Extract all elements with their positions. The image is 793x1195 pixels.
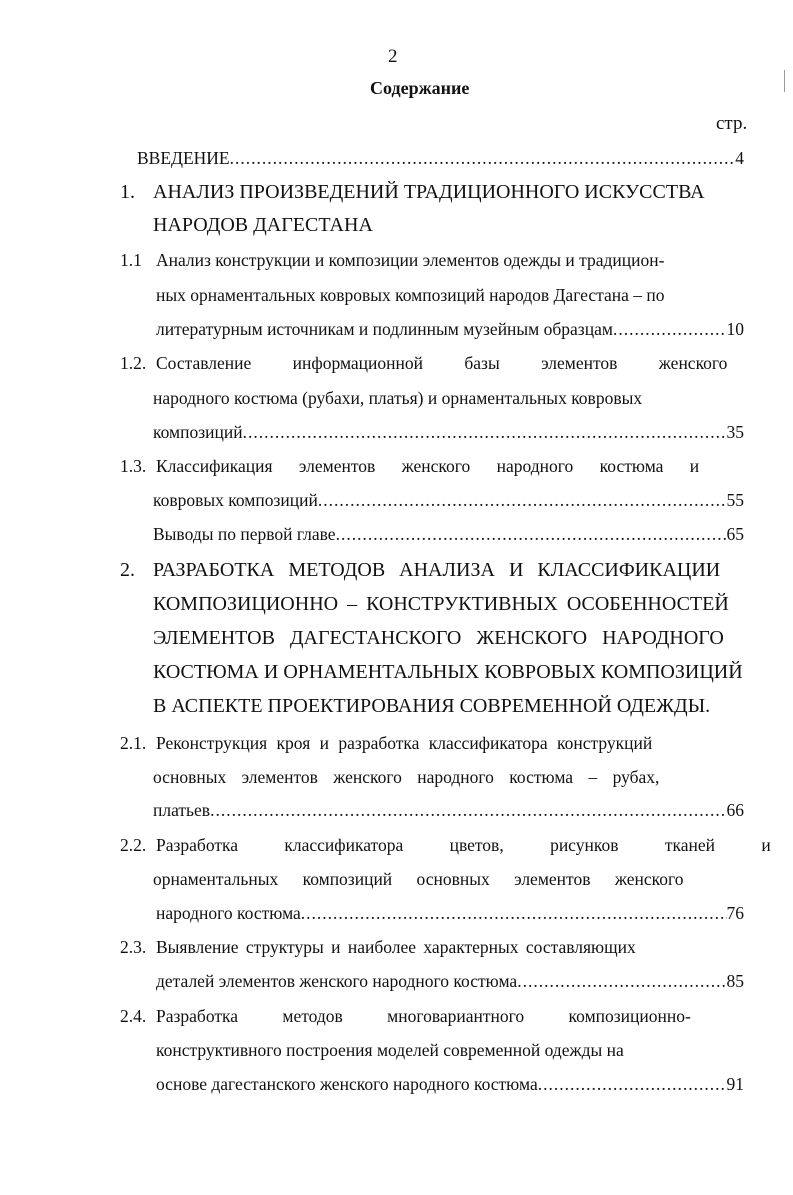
toc-leader-line	[156, 971, 744, 991]
toc-leader-line	[153, 490, 744, 510]
toc-entry-label: ВВЕДЕНИЕ	[137, 148, 230, 168]
page-column-header: стр.	[716, 113, 748, 134]
dot-leader	[230, 148, 736, 168]
section-title-line: Составление информационной базы элементов женского	[156, 353, 728, 373]
toc-entry-page: 85	[726, 971, 744, 991]
toc-leader-line	[153, 800, 744, 820]
toc-leader-line	[156, 903, 744, 923]
dot-leader	[538, 1074, 727, 1094]
section-title-line: деталей элементов женского народного костюма	[156, 971, 518, 991]
chapter-title-line: ЭЛЕМЕНТОВ ДАГЕСТАНСКОГО ЖЕНСКОГО НАРОДНОГО	[153, 627, 724, 649]
dot-leader	[318, 490, 727, 510]
dot-leader	[210, 800, 726, 820]
section-title-line: Выявление структуры и наиболее характерных составляющих	[156, 937, 636, 957]
section-number: 2.2.	[120, 835, 147, 855]
section-title-line: Разработка классификатора цветов, рисунков тканей и	[156, 835, 771, 855]
toc-entry-page: 10	[726, 319, 744, 339]
toc-entry-introduction	[137, 148, 744, 168]
toc-leader-line	[153, 422, 744, 442]
toc-entry-page: 91	[726, 1074, 744, 1094]
chapter-title-line: КОСТЮМА И ОРНАМЕНТАЛЬНЫХ КОВРОВЫХ КОМПОЗИЦИЙ	[153, 661, 743, 683]
section-title-line: композиций	[153, 422, 243, 442]
chapter-title-line: НАРОДОВ ДАГЕСТАНА	[153, 214, 373, 236]
dot-leader	[243, 422, 727, 442]
dot-leader	[517, 971, 726, 991]
toc-entry-page: 35	[726, 422, 744, 442]
section-title-line: ковровых композиций	[153, 490, 318, 510]
section-title-line: Классификация элементов женского народного костюма и	[156, 456, 700, 476]
dot-leader	[613, 319, 727, 339]
toc-leader-line	[156, 319, 744, 339]
chapter-number: 1.	[120, 181, 135, 203]
toc-entry-conclusions	[153, 524, 744, 544]
section-title-line: народного костюма (рубахи, платья) и орнаментальных ковровых	[153, 388, 643, 408]
section-title-line: народного костюма	[156, 903, 301, 923]
scan-mark	[784, 70, 785, 92]
section-title-line: орнаментальных композиций основных элементов женского	[153, 869, 684, 889]
section-title-line: ных орнаментальных ковровых композиций народов Дагестана – по	[156, 285, 665, 305]
section-title-line: платьев	[153, 800, 211, 820]
toc-entry-page: 76	[726, 903, 744, 923]
section-number: 1.1	[120, 250, 142, 270]
section-title-line: Анализ конструкции и композиции элементов одежды и традицион-	[156, 250, 665, 270]
toc-entry-page: 55	[726, 490, 744, 510]
chapter-number: 2.	[120, 559, 135, 581]
section-title-line: конструктивного построения моделей современной одежды на	[156, 1040, 624, 1060]
section-number: 2.1.	[120, 733, 147, 753]
section-title-line: Реконструкция кроя и разработка классификатора конструкций	[156, 733, 653, 753]
toc-entry-label: Выводы по первой главе	[153, 524, 336, 544]
chapter-title-line: КОМПОЗИЦИОННО – КОНСТРУКТИВНЫХ ОСОБЕННОСТЕЙ	[153, 593, 729, 615]
section-number: 2.3.	[120, 937, 147, 957]
section-number: 1.3.	[120, 456, 147, 476]
section-number: 2.4.	[120, 1006, 147, 1026]
toc-entry-page: 66	[726, 800, 744, 820]
toc-entry-page: 4	[735, 148, 744, 168]
toc-entry-page: 65	[726, 524, 744, 544]
page-title: Содержание	[370, 78, 470, 98]
dot-leader	[301, 903, 727, 923]
chapter-title-line: РАЗРАБОТКА МЕТОДОВ АНАЛИЗА И КЛАССИФИКАЦИИ	[153, 559, 721, 581]
section-title-line: Разработка методов многовариантного композиционно-	[156, 1006, 691, 1026]
dot-leader	[336, 524, 727, 544]
section-title-line: литературным источникам и подлинным музейным образцам	[156, 319, 613, 339]
page-number: 2	[388, 46, 398, 67]
chapter-title-line: АНАЛИЗ ПРОИЗВЕДЕНИЙ ТРАДИЦИОННОГО ИСКУССТВА	[153, 181, 705, 203]
section-title-line: основе дагестанского женского народного костюма	[156, 1074, 538, 1094]
section-number: 1.2.	[120, 353, 147, 373]
toc-leader-line	[156, 1074, 744, 1094]
section-title-line: основных элементов женского народного костюма – рубах,	[153, 767, 660, 787]
chapter-title-line: В АСПЕКТЕ ПРОЕКТИРОВАНИЯ СОВРЕМЕННОЙ ОДЕЖДЫ.	[153, 695, 711, 717]
